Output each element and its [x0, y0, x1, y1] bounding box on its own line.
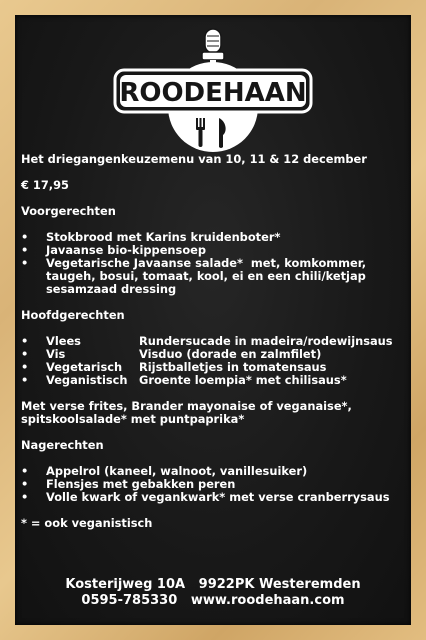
bullet: •	[21, 477, 29, 491]
brand-name: ROODEHAAN	[119, 78, 307, 108]
list-item	[21, 257, 407, 296]
main-dish: Rundersucade in madeira/rodewijnsaus	[139, 334, 393, 348]
main-dish: Visduo (dorade en zalmfilet)	[139, 347, 322, 361]
address: Kosterijweg 10A 9922PK Westeremden	[65, 577, 361, 592]
menu-price: € 17,95	[21, 178, 69, 192]
main-category: Veganistisch	[46, 373, 128, 387]
bullet: •	[21, 243, 29, 257]
starters-heading: Voorgerechten	[21, 204, 116, 218]
main-category: Vegetarisch	[46, 360, 123, 374]
list-item	[21, 374, 407, 387]
bullet: •	[21, 360, 29, 374]
bullet: •	[21, 464, 29, 478]
dessert-item: Appelrol (kaneel, walnoot, vanillesuiker)	[46, 464, 308, 478]
menu-content	[21, 153, 407, 530]
bullet: •	[21, 347, 29, 361]
bullet: •	[21, 373, 29, 387]
starter-item: Vegetarische Javaanse salade* met, komkommer, taugeh, bosui, tomaat, kool, ei en een chili/ketjap sesamzaad dressing	[46, 256, 367, 296]
bullet: •	[21, 334, 29, 348]
desserts-heading: Nagerechten	[21, 438, 104, 452]
main-category: Vlees	[46, 334, 81, 348]
main-dish: Rijstballetjes in tomatensaus	[139, 360, 327, 374]
roodehaan-logo	[15, 25, 411, 155]
main-dish: Groente loempia* met chilisaus*	[139, 373, 347, 387]
contact-footer	[15, 577, 411, 609]
phone-website: 0595-785330 www.roodehaan.com	[81, 593, 345, 608]
mains-sides: Met verse frites, Brander mayonaise of veganaise*,	[21, 399, 352, 413]
vegan-note: * = ook veganistisch	[21, 516, 153, 530]
bullet: •	[21, 490, 29, 504]
bullet: •	[21, 230, 29, 244]
mains-sides: spitskoolsalade* met puntpaprika*	[21, 412, 245, 426]
starter-item: Javaanse bio-kippensoep	[46, 243, 207, 257]
bullet: •	[21, 256, 29, 270]
microphone-icon	[202, 29, 224, 66]
list-item	[21, 491, 407, 504]
menu-intro: Het driegangenkeuzemenu van 10, 11 & 12 december	[21, 152, 367, 166]
dessert-item: Flensjes met gebakken peren	[46, 477, 236, 491]
main-category: Vis	[46, 347, 66, 361]
starter-item: Stokbrood met Karins kruidenboter*	[46, 230, 281, 244]
mains-heading: Hoofdgerechten	[21, 308, 125, 322]
chalkboard	[15, 15, 411, 625]
dessert-item: Volle kwark of vegankwark* met verse cranberrysaus	[46, 490, 390, 504]
